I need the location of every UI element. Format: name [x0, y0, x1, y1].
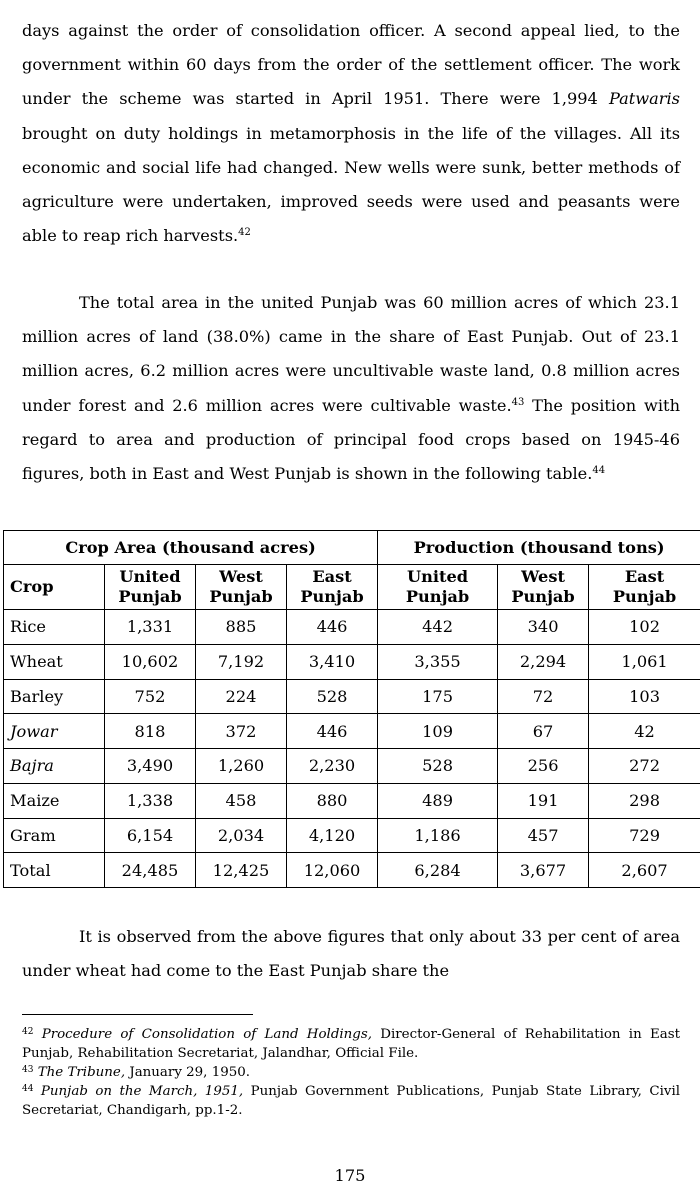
cell-area-united: 10,602 [105, 644, 196, 679]
table-group-header-row [4, 531, 700, 565]
cell-prod-united: 175 [378, 679, 498, 714]
paragraph-consolidation: days against the order of consolidation officer. A second appeal lied, to the government within 60 days from the order of the settlement officer. The work under the scheme was started in April 1951. There were 1,994 Patwaris brought on duty holdings in metamorphosis in the life of the villages. All its economic and social life had changed. New wells were sunk, better methods of agriculture were undertaken, improved seeds were used and peasants were able to reap rich harvests.$^{42}$ [22, 21, 680, 246]
cell-area-united: 818 [105, 714, 196, 749]
col-header-area-united: United Punjab [105, 565, 196, 610]
table-row [4, 783, 700, 818]
cell-prod-west: 457 [498, 818, 589, 853]
cell-prod-west: 67 [498, 714, 589, 749]
cell-area-east: 12,060 [287, 853, 378, 888]
cell-prod-united: 109 [378, 714, 498, 749]
paragraph-area: The total area in the united Punjab was 60 million acres of which 23.1 million acres of land (38.0%) came in the share of East Punjab. Out of 23.1 million acres, 6.2 million acres were uncultivable waste land, 0.8 million acres under forest and 2.6 million acres were cultivable waste.$^{43}$ The position with regard to area and production of principal food crops based on 1945-46 figures, both in East and West Punjab is shown in the following table.$^{44}$ [22, 293, 680, 484]
cell-area-east: 2,230 [287, 749, 378, 784]
cell-area-west: 7,192 [196, 644, 287, 679]
footnote-ref-44[interactable]: 44 [592, 465, 606, 477]
cell-area-west: 224 [196, 679, 287, 714]
cell-prod-united: 489 [378, 783, 498, 818]
cell-crop: Barley [4, 679, 105, 714]
footnote-ref-43[interactable]: 43 [511, 396, 525, 408]
cell-area-west: 885 [196, 610, 287, 645]
cell-area-west: 372 [196, 714, 287, 749]
cell-prod-east: 2,607 [589, 853, 700, 888]
group-header-production: Production (thousand tons) [378, 531, 700, 565]
paragraph-observation: It is observed from the above figures that only about 33 per cent of area under wheat had come to the East Punjab share the [22, 927, 680, 981]
col-header-prod-west: West Punjab [498, 565, 589, 610]
cell-area-east: 880 [287, 783, 378, 818]
cell-prod-united: 3,355 [378, 644, 498, 679]
cell-crop: Wheat [4, 644, 105, 679]
table-row [4, 679, 700, 714]
col-header-prod-united: United Punjab [378, 565, 498, 610]
cell-area-west: 458 [196, 783, 287, 818]
cell-prod-united: 6,284 [378, 853, 498, 888]
cell-area-west: 12,425 [196, 853, 287, 888]
cell-area-east: 3,410 [287, 644, 378, 679]
cell-prod-united: 442 [378, 610, 498, 645]
cell-prod-east: 729 [589, 818, 700, 853]
col-header-crop: Crop [4, 565, 105, 610]
cell-crop: Bajra [4, 749, 105, 784]
table-row [4, 644, 700, 679]
group-header-area: Crop Area (thousand acres) [4, 531, 378, 565]
cell-crop: Rice [4, 610, 105, 645]
table-row [4, 749, 700, 784]
footnote-divider [22, 1014, 253, 1015]
cell-crop: Gram [4, 818, 105, 853]
cell-prod-west: 256 [498, 749, 589, 784]
table-row [4, 714, 700, 749]
cell-crop: Total [4, 853, 105, 888]
col-header-area-west: West Punjab [196, 565, 287, 610]
cell-area-united: 1,331 [105, 610, 196, 645]
table-column-header-row [4, 565, 700, 610]
cell-area-west: 2,034 [196, 818, 287, 853]
table-row-total [4, 853, 700, 888]
footnote-42: $^{42}$ Procedure of Consolidation of Land Holdings, Director-General of Rehabilitation in East Punjab, Rehabilitation Secretariat, Jalandhar, Official File. [22, 1027, 680, 1061]
cell-prod-united: 1,186 [378, 818, 498, 853]
cell-crop: Maize [4, 783, 105, 818]
cell-area-united: 752 [105, 679, 196, 714]
cell-area-east: 446 [287, 714, 378, 749]
cell-prod-east: 1,061 [589, 644, 700, 679]
table-row [4, 610, 700, 645]
cell-crop: Jowar [4, 714, 105, 749]
cell-area-united: 24,485 [105, 853, 196, 888]
footnote-43: $^{43}$ The Tribune, January 29, 1950. [22, 1065, 251, 1080]
crop-table [3, 530, 700, 888]
footnotes [22, 1025, 680, 1120]
cell-prod-west: 72 [498, 679, 589, 714]
patwaris-term: Patwaris [608, 89, 680, 109]
cell-area-united: 3,490 [105, 749, 196, 784]
cell-prod-east: 298 [589, 783, 700, 818]
cell-prod-east: 272 [589, 749, 700, 784]
cell-area-east: 446 [287, 610, 378, 645]
cell-prod-west: 2,294 [498, 644, 589, 679]
cell-area-east: 528 [287, 679, 378, 714]
cell-prod-east: 42 [589, 714, 700, 749]
cell-prod-united: 528 [378, 749, 498, 784]
cell-area-west: 1,260 [196, 749, 287, 784]
cell-area-east: 4,120 [287, 818, 378, 853]
cell-prod-east: 103 [589, 679, 700, 714]
page-number: 175 [334, 1166, 366, 1185]
cell-area-united: 1,338 [105, 783, 196, 818]
footnote-44: $^{44}$ Punjab on the March, 1951, Punjab Government Publications, Punjab State Library, Civil Secretariat, Chandigarh, pp.1-2. [22, 1084, 681, 1118]
footnote-ref-42[interactable]: 42 [238, 227, 251, 239]
table-row [4, 818, 700, 853]
cell-prod-west: 340 [498, 610, 589, 645]
col-header-prod-east: East Punjab [589, 565, 700, 610]
cell-prod-west: 3,677 [498, 853, 589, 888]
cell-area-united: 6,154 [105, 818, 196, 853]
cell-prod-west: 191 [498, 783, 589, 818]
col-header-area-east: East Punjab [287, 565, 378, 610]
cell-prod-east: 102 [589, 610, 700, 645]
